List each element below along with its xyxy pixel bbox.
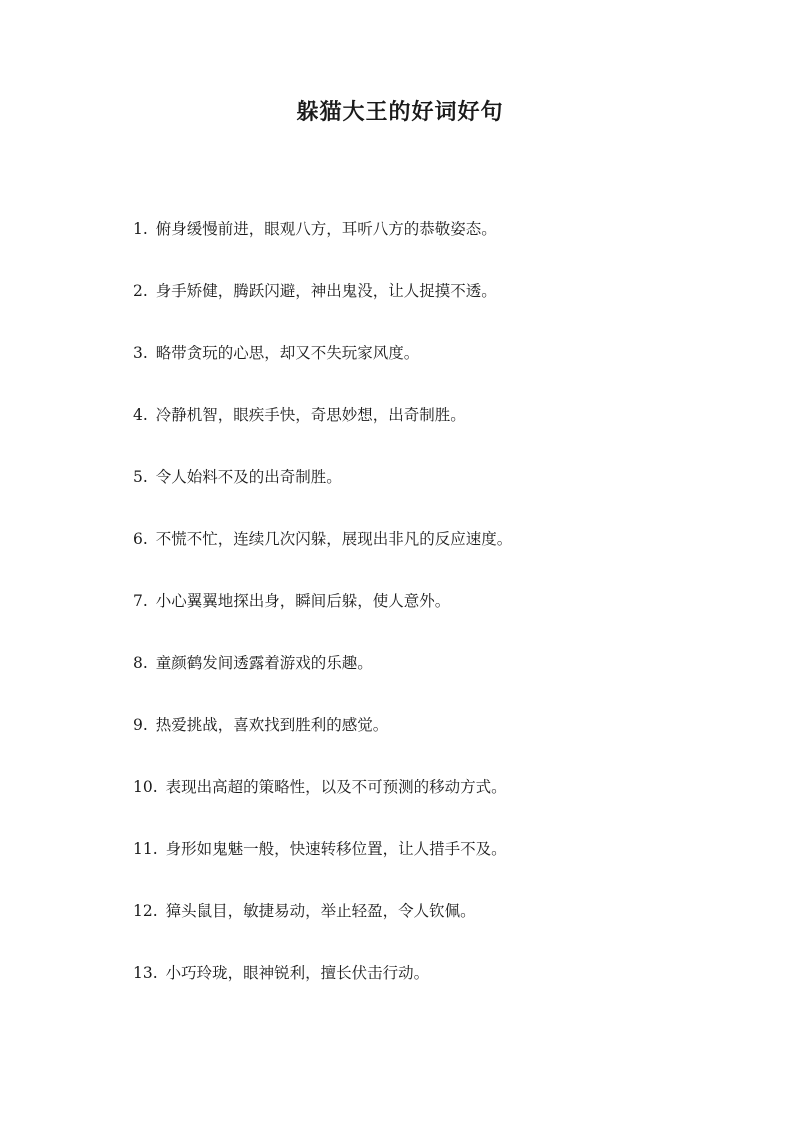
list-item	[133, 338, 753, 400]
item-number: 4.	[133, 406, 148, 424]
item-number: 1.	[133, 220, 148, 238]
item-number: 3.	[133, 344, 148, 362]
list-item	[133, 400, 753, 462]
item-text: 小巧玲珑，眼神锐利，擅长伏击行动。	[165, 964, 430, 982]
item-number: 13.	[133, 964, 158, 982]
item-number: 7.	[133, 592, 148, 610]
list-item	[133, 586, 753, 648]
list-item	[133, 524, 753, 586]
list-item	[133, 710, 753, 772]
item-number: 8.	[133, 654, 148, 672]
item-text: 略带贪玩的心思，却又不失玩家风度。	[155, 344, 420, 362]
item-text: 令人始料不及的出奇制胜。	[155, 468, 342, 486]
list-item	[133, 276, 753, 338]
list-item	[133, 648, 753, 710]
item-number: 10.	[133, 778, 158, 796]
item-text: 不慌不忙，连续几次闪躲，展现出非凡的反应速度。	[155, 530, 513, 548]
list-item	[133, 772, 753, 834]
item-text: 表现出高超的策略性，以及不可预测的移动方式。	[165, 778, 507, 796]
sentence-list	[133, 214, 753, 1020]
list-item	[133, 834, 753, 896]
item-number: 5.	[133, 468, 148, 486]
item-number: 6.	[133, 530, 148, 548]
list-item	[133, 214, 753, 276]
list-item	[133, 462, 753, 524]
item-text: 冷静机智，眼疾手快，奇思妙想，出奇制胜。	[155, 406, 466, 424]
item-text: 小心翼翼地探出身，瞬间后躲，使人意外。	[155, 592, 451, 610]
item-number: 12.	[133, 902, 158, 920]
item-number: 9.	[133, 716, 148, 734]
item-number: 11.	[133, 840, 158, 858]
item-text: 身手矫健，腾跃闪避，神出鬼没，让人捉摸不透。	[155, 282, 497, 300]
item-number: 2.	[133, 282, 148, 300]
item-text: 獐头鼠目，敏捷易动，举止轻盈，令人钦佩。	[165, 902, 476, 920]
document-title: 躲猫大王的好词好句	[296, 99, 504, 125]
item-text: 身形如鬼魅一般，快速转移位置，让人措手不及。	[165, 840, 507, 858]
item-text: 童颜鹤发间透露着游戏的乐趣。	[155, 654, 373, 672]
item-text: 俯身缓慢前进，眼观八方，耳听八方的恭敬姿态。	[155, 220, 497, 238]
list-item	[133, 958, 753, 1020]
item-text: 热爱挑战，喜欢找到胜利的感觉。	[155, 716, 389, 734]
list-item	[133, 896, 753, 958]
